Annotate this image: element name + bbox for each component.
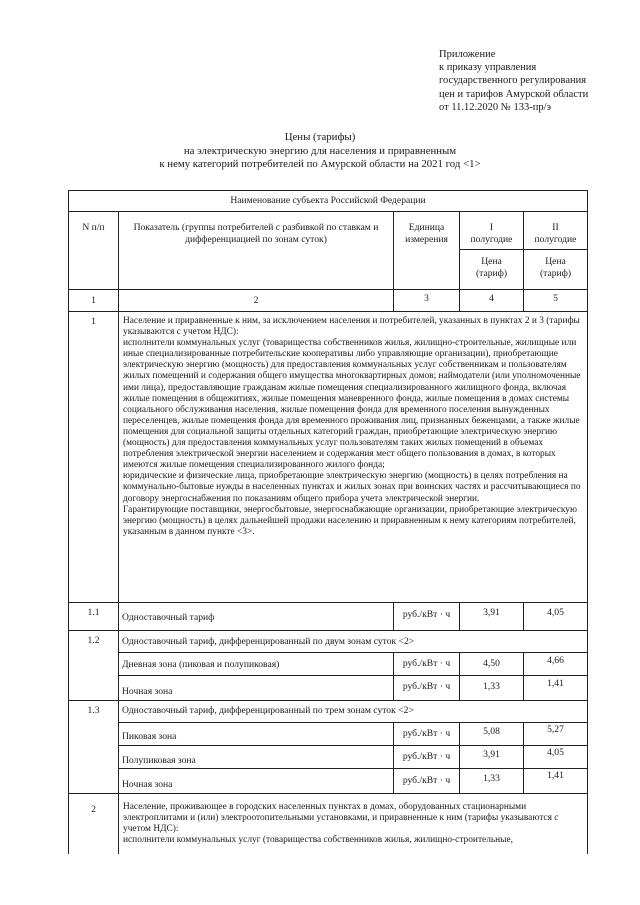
row-name: Одноставочный тариф	[119, 603, 394, 630]
zone-name: Ночная зона	[119, 676, 394, 700]
zone-unit: руб./кВт · ч	[394, 676, 460, 700]
zone-value-h2: 1,41	[547, 678, 564, 690]
colnum: 4	[460, 290, 524, 311]
row-name: Одноставочный тариф, дифференцированный по трем зонам суток <2>	[119, 701, 587, 723]
header-price2: Цена (тариф)	[539, 256, 572, 279]
header-h2: II полугодие	[524, 212, 587, 250]
appendix-line: к приказу управления	[439, 62, 537, 74]
zone-name: Полупиковая зона	[119, 746, 394, 769]
appendix-line: Приложение	[439, 49, 496, 60]
zone-unit: руб./кВт · ч	[394, 769, 460, 793]
zone-name: Дневная зона (пиковая и полупиковая)	[119, 653, 394, 676]
title-line: на электрическую энергию для населения и приравненным	[183, 144, 457, 157]
row-num: 1.1	[69, 603, 119, 630]
zone-row	[119, 746, 587, 770]
header-unit: Единица измерения	[394, 212, 460, 289]
zone-value-h1: 1,33	[460, 769, 524, 793]
row-unit: руб./кВт · ч	[394, 603, 460, 630]
zone-value-h1: 3,91	[460, 746, 524, 769]
row-value-h1: 3,91	[460, 603, 524, 630]
header-price1: Цена (тариф)	[475, 256, 508, 279]
appendix-block	[439, 48, 588, 114]
section-2-paragraph: исполнители коммунальных услуг (товарищества собственников жилья, жилищно-строительные,	[123, 835, 513, 846]
section-1-paragraph: юридические и физические лица, приобретающие электрическую энергию (мощность) в целях потребления на коммунально-бытовые нужды в населенных пунктах и жилых зонах при воинских частях и рассчитывающиеся по договору энергоснабжения по показаниям общего прибора учета электрической энергии.	[123, 471, 581, 504]
zone-value-h2: 1,41	[547, 770, 564, 782]
zone-value-h2: 4,66	[547, 654, 564, 666]
zone-unit: руб./кВт · ч	[394, 653, 460, 676]
section-1-text	[119, 312, 587, 602]
section-2-text	[119, 794, 587, 854]
zone-unit: руб./кВт · ч	[394, 723, 460, 745]
title-line: к нему категорий потребителей по Амурской области на 2021 год <1>	[159, 158, 481, 170]
zone-value-h2: 4,05	[547, 746, 564, 758]
header-indicator: Показатель (группы потребителей с разбивкой по ставкам и дифференциацией по зонам суток)	[119, 212, 394, 289]
region-header-row	[69, 191, 587, 212]
title-line: Цены (тарифы)	[284, 131, 356, 143]
zone-value-h1: 4,50	[460, 653, 524, 676]
header-half2	[524, 212, 587, 289]
region-header: Наименование субъекта Российской Федерации	[230, 195, 426, 206]
section-1-paragraph: исполнители коммунальных услуг (товарищества собственников жилья, жилищно-строительные, жилищные или иные специализированные потребительские кооперативы либо управляющие организации), приобретающие электрическую энергию (мощность) для предоставления коммунальных услуг собственникам и пользователям жилых помещений и содержания общего имущества многоквартирных домов; наймодатели (или уполномоченные ими лица), предоставляющие гражданам жилые помещения специализированного жилищного фонда, включая жилые помещения в общежитиях, жилые помещения маневренного фонда, жилые помещения в домах системы социального обслуживания населения, жилые помещения фонда для временного поселения вынужденных переселенцев, жилые помещения фонда для временного проживания лиц, признанных беженцами, а также жилые помещения для социальной защиты отдельных категорий граждан, приобретающие электрическую энергию (мощность) для предоставления коммунальных услуг пользователям таких жилых помещений в объемах потребления электрической энергии населением и содержания мест общего пользования в домах, в которых имеются жилые помещения специализированного жилого фонда;	[123, 338, 581, 471]
header-num: N п/п	[69, 212, 119, 289]
section-2-row	[69, 794, 587, 854]
header-half1	[460, 212, 524, 289]
section-1-row	[69, 312, 587, 603]
zone-unit: руб./кВт · ч	[394, 746, 460, 769]
section-1-paragraph: Гарантирующие поставщики, энергосбытовые, энергоснабжающие организации, приобретающие электрическую энергию (мощность) в целях дальнейшей продажи населению и приравненным к нему категориям потребителей, указанным в данном пункте <3>.	[123, 504, 577, 537]
row-num: 1.3	[69, 701, 119, 793]
colnum: 3	[394, 290, 460, 311]
zone-row	[119, 723, 587, 746]
zone-row	[119, 676, 587, 700]
row-1-2-body	[119, 631, 587, 700]
zone-value-h1: 5,08	[460, 723, 524, 745]
colnum: 1	[69, 290, 119, 311]
zone-row	[119, 653, 587, 677]
row-1-1	[69, 603, 587, 631]
row-value-h2: 4,05	[547, 607, 564, 618]
header-row	[69, 212, 587, 290]
section-2-paragraph: Население, проживающее в городских населенных пунктах в домах, оборудованных стационарными электроплитами и (или) электроотопительными установками, и приравненные к ним (тарифы указываются с учетом НДС):	[123, 802, 559, 835]
section-2-num: 2	[69, 794, 119, 854]
section-1-paragraph: Население и приравненные к ним, за исключением населения и потребителей, указанных в пунктах 2 и 3 (тарифы указываются с учетом НДС):	[123, 316, 580, 338]
row-name: Одноставочный тариф, дифференцированный по двум зонам суток <2>	[119, 631, 587, 653]
column-numbers-row	[69, 290, 587, 312]
zone-row	[119, 769, 587, 793]
zone-value-h1: 1,33	[460, 676, 524, 700]
section-1-num: 1	[69, 312, 119, 602]
colnum: 2	[119, 290, 394, 311]
appendix-line: от 11.12.2020 № 133-пр/э	[439, 101, 551, 113]
appendix-line: государственного регулирования	[439, 75, 587, 87]
zone-name: Ночная зона	[119, 769, 394, 793]
appendix-line: цен и тарифов Амурской области	[439, 88, 589, 100]
row-1-3-body	[119, 701, 587, 793]
zone-name: Пиковая зона	[119, 723, 394, 745]
document-title	[100, 131, 540, 172]
tariff-table	[68, 190, 586, 854]
row-1-3	[69, 701, 587, 794]
row-1-2	[69, 631, 587, 701]
zone-value-h2: 5,27	[547, 723, 564, 735]
colnum: 5	[553, 293, 558, 304]
header-h1: I полугодие	[460, 212, 523, 250]
row-num: 1.2	[69, 631, 119, 700]
